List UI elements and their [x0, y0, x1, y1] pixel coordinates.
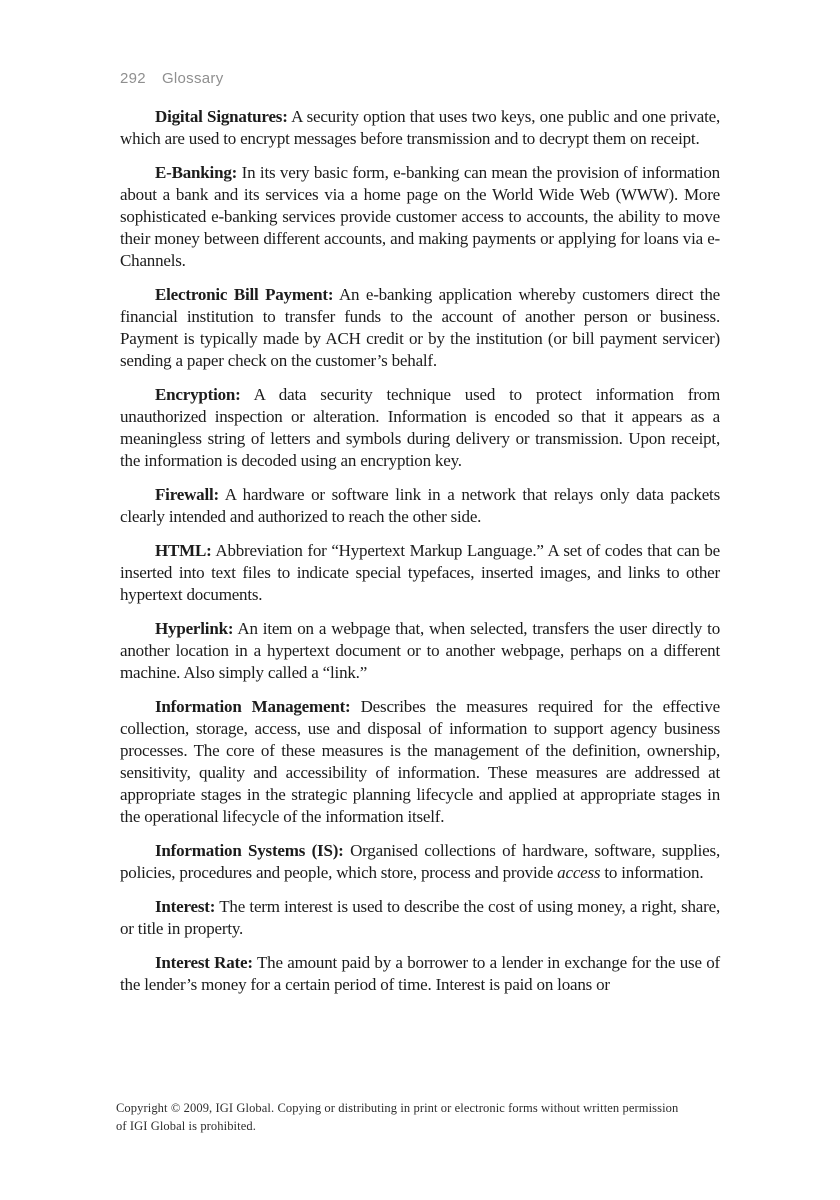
glossary-entry: [120, 384, 720, 472]
glossary-entries: [120, 106, 720, 996]
glossary-entry: [120, 952, 720, 996]
glossary-term: Interest Rate:: [155, 953, 253, 972]
glossary-definition-text: An e-banking application whereby customers direct the financial institution to transfer funds to the account of another person or business. Payment is typically made by ACH credit or by the institution (or bill payment servicer) sending a paper check on the customer’s behalf.: [120, 285, 721, 370]
glossary-entry: [120, 284, 720, 372]
glossary-definition-text: In its very basic form, e-banking can mean the provision of information about a bank and its services via a home page on the World Wide Web (WWW). More sophisticated e-banking services provide customer access to accounts, the ability to move their money between different accounts, and making payments or applying for loans via e-Channels.: [120, 163, 720, 270]
glossary-definition-text: A data security technique used to protect information from unauthorized inspection or alteration. Information is encoded so that it appears as a meaningless string of letters and symbols during delivery or transmission. Upon receipt, the information is decoded using an encryption key.: [120, 385, 720, 470]
glossary-entry: [120, 618, 720, 684]
glossary-term: Electronic Bill Payment:: [155, 285, 334, 304]
glossary-entry: [120, 106, 720, 150]
glossary-definition-text: The amount paid by a borrower to a lender in exchange for the use of the lender’s money for a certain period of time. Interest is paid on loans or: [120, 953, 720, 994]
glossary-definition-text: An item on a webpage that, when selected, transfers the user directly to another location in a hypertext document or to another webpage, perhaps on a different machine. Also simply called a “link.”: [120, 619, 720, 682]
glossary-definition-text: A security option that uses two keys, one public and one private, which are used to encrypt messages before transmission and to decrypt them on receipt.: [120, 107, 720, 148]
glossary-definition-text: The term interest is used to describe the cost of using money, a right, share, or title in property.: [120, 897, 720, 938]
page-header: [120, 70, 224, 87]
glossary-term: Information Systems (IS):: [155, 841, 344, 860]
glossary-term: Firewall:: [155, 485, 219, 504]
page-number: 292: [120, 70, 146, 87]
glossary-entry: [120, 896, 720, 940]
glossary-definition-text: Organised collections of hardware, software, supplies, policies, procedures and people, which store, process and provide: [120, 841, 720, 882]
glossary-term: HTML:: [155, 541, 212, 560]
glossary-term: Interest:: [155, 897, 216, 916]
copyright-footer: [116, 1099, 726, 1135]
glossary-definition-italic: access: [557, 863, 601, 882]
glossary-term: Digital Signatures:: [155, 107, 288, 126]
glossary-term: Encryption:: [155, 385, 241, 404]
section-title: Glossary: [161, 70, 224, 87]
glossary-entry: [120, 696, 720, 828]
glossary-entry: [120, 840, 720, 884]
copyright-line-1: Copyright © 2009, IGI Global. Copying or distributing in print or electronic forms without written permission: [116, 1101, 679, 1115]
glossary-content: [120, 106, 720, 1008]
glossary-definition-text: A hardware or software link in a network that relays only data packets clearly intended and authorized to reach the other side.: [120, 485, 720, 526]
glossary-definition-text: Describes the measures required for the effective collection, storage, access, use and disposal of information to support agency business processes. The core of these measures is the management of the definition, ownership, sensitivity, quality and accessibility of information. These measures are addressed at appropriate stages in the strategic planning lifecycle and applied at appropriate stages in the operational lifecycle of the information itself.: [120, 697, 720, 826]
glossary-definition-text: to information.: [600, 863, 704, 882]
glossary-entry: [120, 540, 720, 606]
copyright-line-2: of IGI Global is prohibited.: [116, 1119, 256, 1133]
glossary-term: Hyperlink:: [155, 619, 234, 638]
glossary-definition-text: Abbreviation for “Hypertext Markup Language.” A set of codes that can be inserted into text files to indicate special typefaces, inserted images, and links to other hypertext documents.: [120, 541, 720, 604]
glossary-term: E-Banking:: [155, 163, 238, 182]
glossary-entry: [120, 484, 720, 528]
glossary-term: Information Management:: [155, 697, 351, 716]
glossary-entry: [120, 162, 720, 272]
